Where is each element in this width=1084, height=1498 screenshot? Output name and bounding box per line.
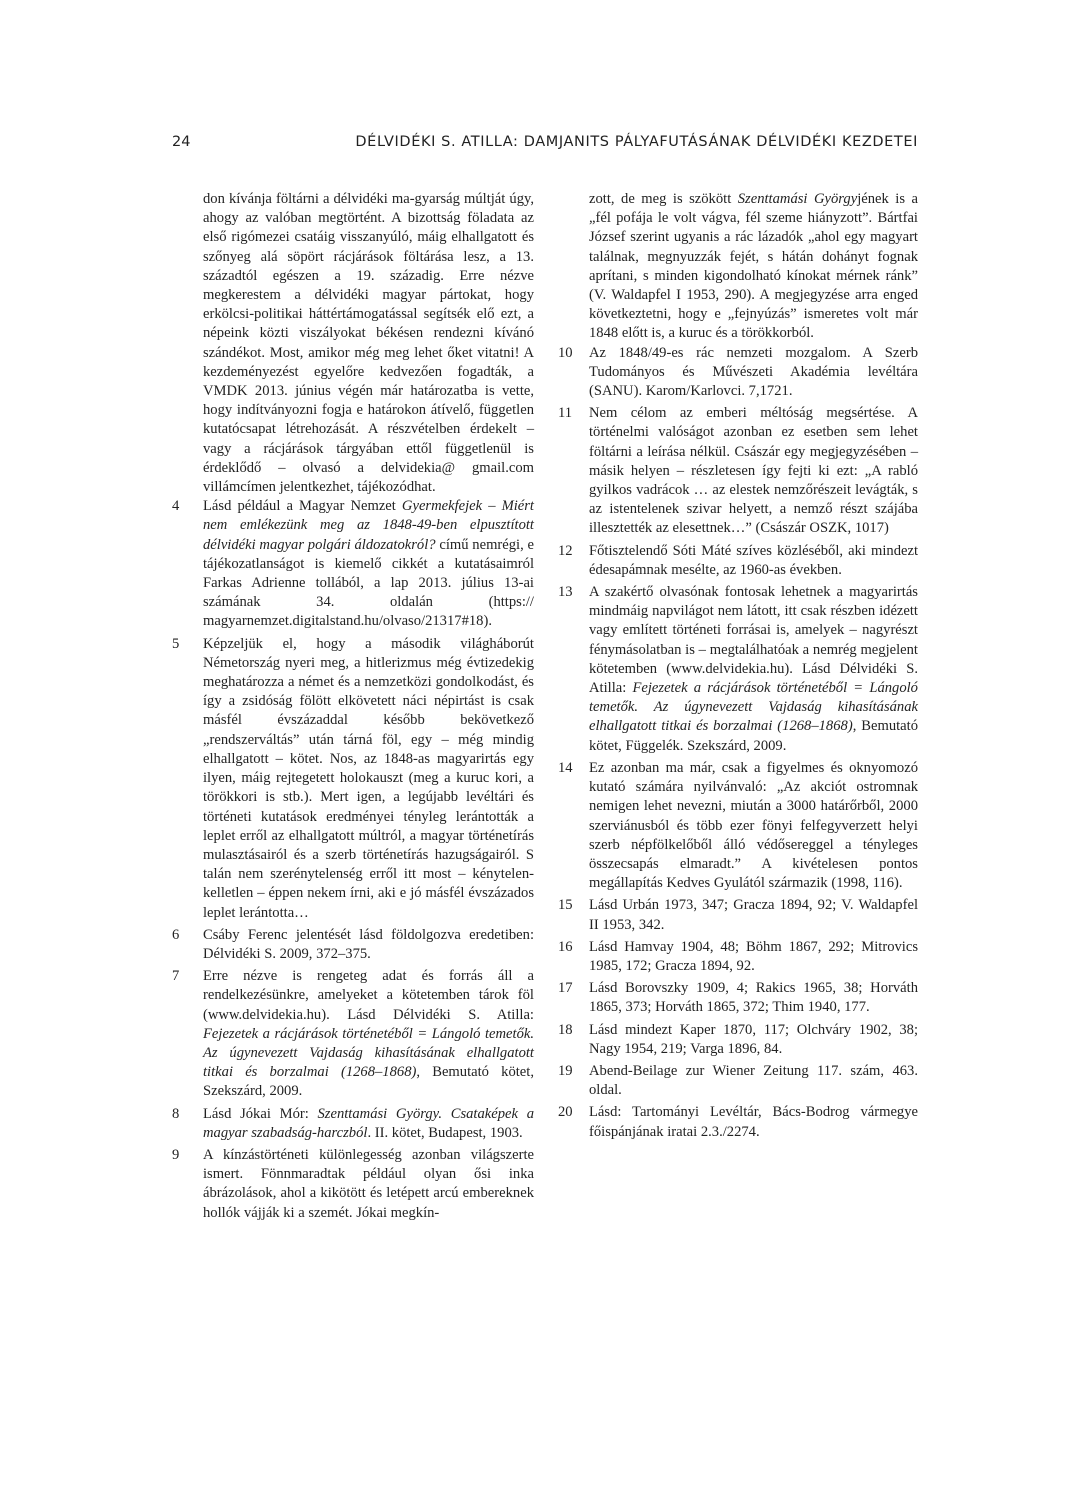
footnote-text-pre: Főtisztelendő Sóti Máté szíves közléséből, aki mindezt édesapámnak mesélte, az 1960-as években.: [589, 542, 918, 578]
right-footnotes: [558, 344, 918, 1142]
footnote: [558, 1021, 918, 1059]
footnote-text-pre: Lásd mindezt Kaper 1870, 117; Olchváry 1902, 38; Nagy 1954, 219; Varga 1896, 84.: [589, 1021, 918, 1057]
footnote: [172, 926, 534, 964]
footnote-text-italic: Fejezetek a rácjárások történetéből = Lángoló temetők. Az úgynevezett Vajdaság kihasításának elhallgatott titkai és borzalmai (1268–1868): [203, 1025, 534, 1081]
page-number: 24: [172, 134, 191, 150]
footnote: [558, 583, 918, 756]
continuation-pre: zott, de meg is szökött: [589, 191, 738, 207]
left-column: [172, 190, 534, 1226]
page-header: [172, 134, 918, 156]
footnote-text-post: , Bemutató kötet, Szekszárd, 2009.: [203, 1064, 534, 1100]
footnote-number: 19: [558, 1062, 573, 1079]
footnote-number: 17: [558, 980, 573, 997]
footnote: [172, 967, 534, 1101]
footnote-text-italic: Szenttamási György. Csataképek a magyar szabadság-harczból: [203, 1105, 534, 1141]
footnote-number: 7: [172, 968, 180, 985]
footnote-text-pre: Az 1848/49-es rác nemzeti mozgalom. A Szerb Tudományos és Művészeti Akadémia levéltára (SANU). Karom/Karlovci. 7,1721.: [589, 344, 918, 400]
footnote: [558, 404, 918, 538]
footnote-number: 20: [558, 1104, 573, 1121]
footnote-text-post: , Bemutató kötet, Függelék. Szekszárd, 2009.: [589, 718, 918, 754]
continued-note-text: [558, 190, 918, 344]
footnote-text-pre: Abend-Beilage zur Wiener Zeitung 117. szám, 463. oldal.: [589, 1062, 918, 1099]
footnote-text-pre: Lásd például a Magyar Nemzet: [203, 498, 402, 515]
footnote-number: 8: [172, 1105, 180, 1122]
footnote-number: 16: [558, 938, 573, 955]
footnote-text-post: . II. kötet, Budapest, 1903.: [367, 1124, 523, 1141]
right-column: [558, 190, 918, 1145]
footnote-text-italic: Gyermekfejek – Miért nem emlékezünk meg az 1848-49-ben elpusztított délvidéki magyar polgári áldozatokról?: [203, 498, 534, 553]
footnote-text-post: című nemrégi, e tájékozatlanságot is kiemelő cikkét a kutatásaimról Farkas Adrienne tollából, a lap 2013. július 13-ai számának 34. oldalán (https:// magyarnemzet.digitalstand.hu/olvaso/21317#18).: [203, 536, 534, 630]
footnote-text-pre: A kínzástörténeti különlegesség azonban világszerte ismert. Fönnmaradtak például olyan ősi inka ábrázolások, ahol a kikötött és letépett arcú embereknek hollók vájják ki a szemét. Jókai megkín-: [203, 1146, 534, 1221]
footnote: [558, 979, 918, 1017]
footnote-text-pre: Lásd Borovszky 1909, 4; Rakics 1965, 38; Horváth 1865, 373; Horváth 1865, 372; Thim 1940, 177.: [589, 980, 918, 1016]
footnote-text-pre: Képzeljük el, hogy a második világháborút Németország nyeri meg, a hitlerizmus még évtizedekig meghatározza a német és a nemzetközi gondolkodást, és így a zsidóság fölött elkövetett náci népirtást is csak másfél évszázaddal később bekövetkező „rendszerváltás” után tárná föl, egy – még mindig elhallgatott – kötet. Nos, az 1848-as magyarirtás egy ilyen, máig rejtegetett holokauszt (meg a kuruc kori, a törökkori is stb.). Mert igen, a legújabb levéltári és történeti kutatások eredményei tényleg lerántották a leplet erről az elhallgatott múltról, a magyar történetírás mulasztásairól és a szerb történetírás hazugságairól. S talán nem szerénytelenség erről itt most – kénytelen-kelletlen – éppen nekem írni, aki e jó másfél évszázados leplet lerántotta…: [203, 635, 534, 921]
footnote: [558, 1062, 918, 1100]
footnote-number: 4: [172, 498, 180, 515]
footnote: [172, 635, 534, 923]
footnote-number: 11: [558, 405, 573, 422]
footnote-number: 5: [172, 635, 180, 652]
footnote-text-pre: Erre nézve is rengeteg adat és forrás áll a rendelkezésünkre, amelyeket a kötetemben tárok föl (www.delvidekia.hu). Lásd Délvidéki S. Atilla:: [203, 968, 534, 1023]
footnote-number: 10: [558, 344, 573, 361]
left-footnotes: [172, 497, 534, 1223]
footnote-number: 6: [172, 926, 180, 943]
footnote: [172, 1105, 534, 1143]
footnote-text-pre: Ez azonban ma már, csak a figyelmes és oknyomozó kutató számára nyilvánvaló: „Az akciót ostromnak nemigen lehet nevezni, miután a 3000 határőrből, 2000 szerviánusból és több ezer fönyi felfegyverzett helyi szerb népfölkelőből álló védősereggel a tényleges összecsapás elmaradt.” A kivételesen pontos megállapítás Kedves Gyulától származik (1998, 116).: [589, 759, 918, 892]
continuation-italic: Szenttamási György: [737, 191, 858, 207]
footnote: [558, 938, 918, 976]
footnote-number: 9: [172, 1146, 180, 1163]
footnote-number: 12: [558, 542, 573, 559]
footnote-text-pre: A szakértő olvasónak fontosak lehetnek a magyarirtás mindmáig napvilágot nem látott, itt csak részben idézett vagy említett történeti forrásai is, amelyek – nagyrészt fénymásolatban is – megtalálhatóak a nemrég megjelent kötetemben (www.delvidekia.hu). Lásd Délvidéki S. Atilla:: [589, 584, 918, 697]
footnote-text-pre: Csáby Ferenc jelentését lásd földolgozva eredetiben: Délvidéki S. 2009, 372–375.: [203, 926, 534, 962]
footnote-text-pre: Lásd Hamvay 1904, 48; Böhm 1867, 292; Mitrovics 1985, 172; Gracza 1894, 92.: [589, 938, 918, 974]
footnote-number: 15: [558, 897, 573, 914]
footnote: [558, 1103, 918, 1141]
footnote: [558, 759, 918, 893]
footnote-text-pre: Lásd: Tartományi Levéltár, Bács-Bodrog vármegye főispánjának iratai 2.3./2274.: [589, 1104, 918, 1140]
footnote-number: 18: [558, 1021, 573, 1038]
footnote-text-pre: Nem célom az emberi méltóság megsértése. A történelmi valóságot azonban ez esetben sem lehet föltárni a leírása nélkül. Császár egy megjegyzésében – másik helyen – részletesen így fejti ki ezt: „A rabló gyilkos vadrácok … az elestek nemzőrészeit levágták, s az istentelenek szivar helyett, a nemző részt szájába illesztették az elesettnek…” (Császár OSZK, 1017): [589, 405, 918, 537]
footnote: [172, 1146, 534, 1223]
running-title: DÉLVIDÉKI S. ATILLA: DAMJANITS PÁLYAFUTÁSÁNAK DÉLVIDÉKI KEZDETEI: [355, 134, 918, 150]
footnote: [558, 896, 918, 934]
footnote-text-pre: Lásd Jókai Mór:: [203, 1105, 318, 1122]
footnote-number: 14: [558, 759, 573, 776]
footnote: [558, 542, 918, 580]
footnote: [172, 497, 534, 631]
continuation-post: jének is a „fél pofája le volt vágva, fél szeme hiányzott”. Bártfai József szerint ugyanis a rác lázadók „ahol egy magyart találnak, megnyuzzák fejét, s hátán dohányt fognak aprítani, s minden kigondolható kínokat mérnek ránk” (V. Waldapfel I 1953, 290). A megjegyzése arra enged következtetni, hogy e „fejnyúzás” ismeretes volt már 1848 előtt is, a kuruc és a törökkorból.: [589, 191, 918, 342]
continued-paragraph: don kívánja föltárni a délvidéki ma-gyarság múltját úgy, ahogy az valóban megtörtént. A bizottság föladata az első rigómezei csatáig visszanyúló, máig elhallgatott és szőnyeg alá söpört rácjárások föltárása lesz, a 13. századtól egészen a 19. századig. Erre nézve megkerestem a délvidéki magyar pártokat, hogy erkölcsi-politikai háttértámogatással segítsék elő ezt, a népeink közti viszályokat békésen rendezni kívánó szándékot. Most, amikor még meg lehet őket vitatni! A kezdeményezést egyelőre kedvezően fogadták, a VMDK 2013. június végén már határozatba is vette, hogy indítványozni fogja e határokon átívelő, független kutatócsapat létrehozását. A részvételben érdekelt – vagy a rácjárások tárgyában ettől függetlenül is érdeklődő – olvasó a delvidekia@ gmail.com villámcímen jelentkezhet, tájékozódhat.: [203, 191, 534, 496]
footnote-number: 13: [558, 584, 573, 601]
footnote: [558, 344, 918, 402]
footnote-text-italic: Fejezetek a rácjárások történetéből = Lángoló temetők. Az úgynevezett Vajdaság kihasításának elhallgatott titkai és borzalmai (1268–1868): [589, 680, 918, 735]
footnote-text-pre: Lásd Urbán 1973, 347; Gracza 1894, 92; V. Waldapfel II 1953, 342.: [589, 897, 918, 933]
